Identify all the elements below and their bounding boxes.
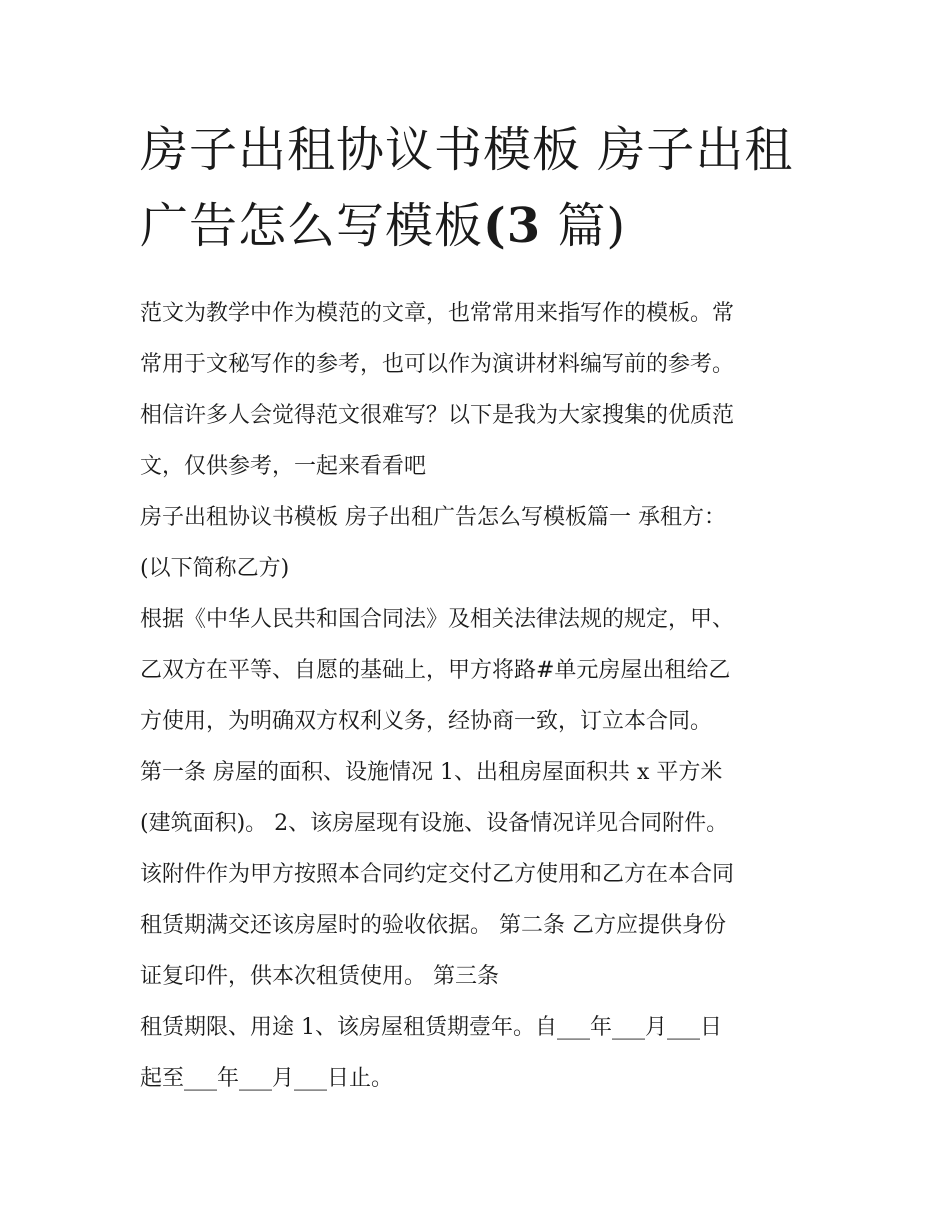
intro-paragraph (140, 288, 820, 492)
text-line: 相信许多人会觉得范文很难写？以下是我为大家搜集的优质范 (140, 403, 735, 428)
section-heading-paragraph (140, 492, 820, 594)
document-page (140, 112, 820, 1104)
title-count-number: (3 (483, 198, 542, 254)
text-line: 房子出租协议书模板 房子出租广告怎么写模板篇一 承租方： (140, 505, 726, 530)
title-line-2-suffix: 篇) (541, 198, 627, 254)
text-line: 方使用，为明确双方权利义务，经协商一致，订立本合同。 (140, 709, 713, 734)
title-line-2-prefix: 广告怎么写模板 (140, 198, 484, 254)
text-line: 常用于文秘写作的参考，也可以作为演讲材料编写前的参考。 (140, 352, 735, 377)
text-line: 第一条 房屋的面积、设施情况 1、出租房屋面积共 x 平方米 (140, 760, 723, 785)
text-line: 根据《中华人民共和国合同法》及相关法律法规的规定，甲、 (140, 607, 735, 632)
document-title (140, 112, 820, 264)
text-line: 起至___年___月___日止。 (140, 1066, 394, 1091)
text-line: 文，仅供参考，一起来看看吧 (140, 454, 427, 479)
text-line: 证复印件，供本次租赁使用。 第三条 (140, 964, 499, 989)
text-line: (以下简称乙方) (140, 556, 290, 581)
lease-term-paragraph (140, 1002, 820, 1104)
text-line: 租赁期限、用途 1、该房屋租赁期壹年。自___年___月___日 (140, 1015, 722, 1040)
title-line-2 (140, 188, 820, 264)
text-line: 租赁期满交还该房屋时的验收依据。 第二条 乙方应提供身份 (140, 913, 726, 938)
text-line: 乙双方在平等、自愿的基础上，甲方将路#单元房屋出租给乙 (140, 658, 731, 683)
contract-body-paragraph (140, 594, 820, 1002)
text-line: (建筑面积)。 2、该房屋现有设施、设备情况详见合同附件。 (140, 811, 729, 836)
text-line: 该附件作为甲方按照本合同约定交付乙方使用和乙方在本合同 (140, 862, 735, 887)
title-line-1: 房子出租协议书模板 房子出租 (140, 122, 794, 178)
text-line: 范文为教学中作为模范的文章，也常常用来指写作的模板。常 (140, 301, 735, 326)
